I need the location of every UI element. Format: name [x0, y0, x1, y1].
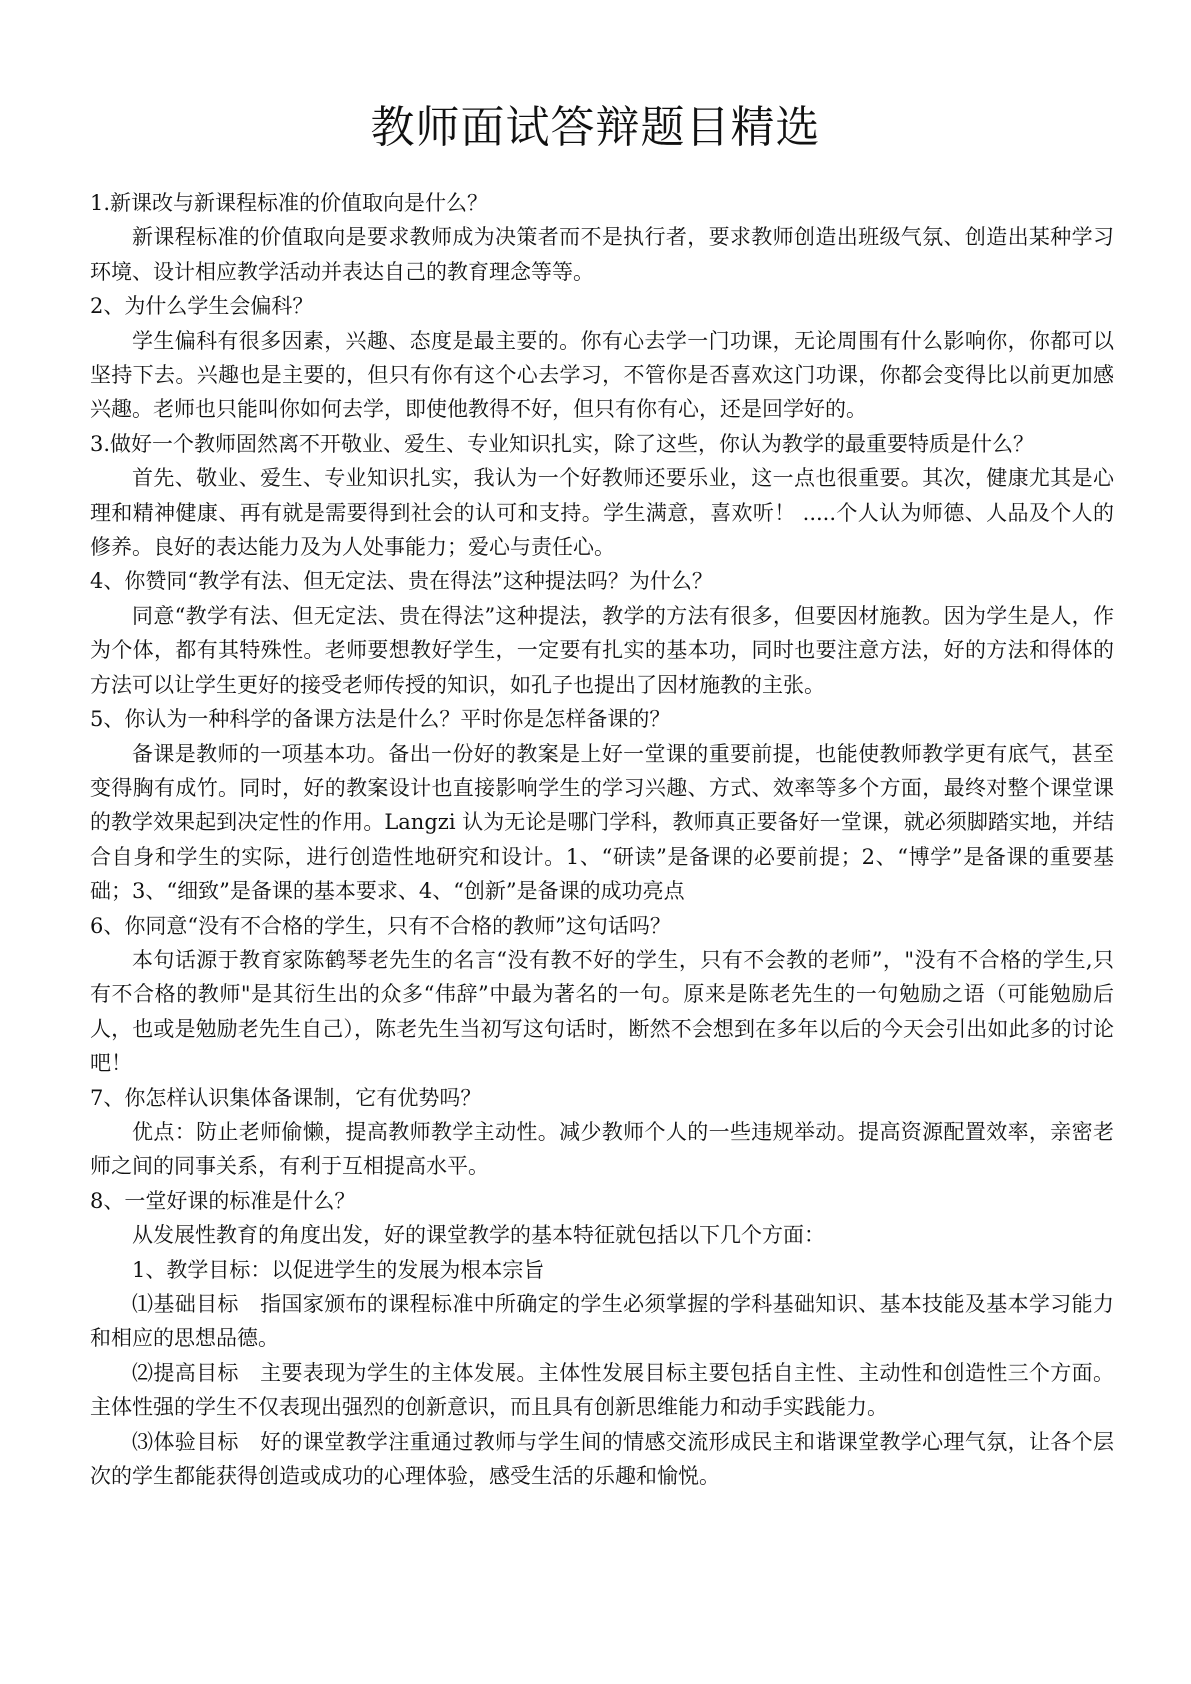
answer-5: 备课是教师的一项基本功。备出一份好的教案是上好一堂课的重要前提，也能使教师教学更有底气，甚至变得胸有成竹。同时，好的教案设计也直接影响学生的学习兴趣、方式、效率等多个方面，最终对整个课堂课的教学效果起到决定性的作用。Langzi 认为无论是哪门学科，教师真正要备好一堂课，就必须脚踏实地，并结合自身和学生的实际，进行创造性地研究和设计。1、“研读”是备课的必要前提；2、“博学”是备课的重要基础；3、“细致”是备课的基本要求、4、“创新”是备课的成功亮点	[90, 741, 1114, 904]
question-6: 6、你同意“没有不合格的学生，只有不合格的教师”这句话吗？	[90, 913, 671, 938]
question-1: 1.新课改与新课程标准的价值取向是什么？	[90, 191, 489, 215]
document-title: 教师面试答辩题目精选	[370, 102, 821, 153]
document-body	[90, 186, 1114, 1493]
question-7: 7、你怎样认识集体备课制，它有优势吗？	[90, 1085, 482, 1110]
answer-4: 同意“教学有法、但无定法、贵在得法”这种提法，教学的方法有很多，但要因材施教。因为学生是人，作为个体，都有其特殊性。老师要想教好学生，一定要有扎实的基本功，同时也要注意方法，好的方法和得体的方法可以让学生更好的接受老师传授的知识，如孔子也提出了因材施教的主张。	[90, 603, 1114, 697]
answer-8-heading: 1、教学目标：以促进学生的发展为根本宗旨	[132, 1257, 545, 1282]
answer-8-item-3: ⑶体验目标 好的课堂教学注重通过教师与学生间的情感交流形成民主和谐课堂教学心理气氛，让各个层次的学生都能获得创造或成功的心理体验，感受生活的乐趣和愉悦。	[90, 1429, 1114, 1489]
answer-6: 本句话源于教育家陈鹤琴老先生的名言“没有教不好的学生，只有不会教的老师”，"没有不合格的学生,只有不合格的教师"是其衍生出的众多“伟辞”中最为著名的一句。原来是陈老先生的一句勉励之语（可能勉励后人，也或是勉励老先生自己），陈老先生当初写这句话时，断然不会想到在多年以后的今天会引出如此多的讨论吧！	[90, 947, 1114, 1076]
answer-8-intro: 从发展性教育的角度出发，好的课堂教学的基本特征就包括以下几个方面：	[132, 1223, 825, 1248]
answer-1: 新课程标准的价值取向是要求教师成为决策者而不是执行者，要求教师创造出班级气氛、创造出某种学习环境、设计相应教学活动并表达自己的教育理念等等。	[90, 225, 1114, 284]
question-2: 2、为什么学生会偏科？	[90, 294, 314, 319]
answer-7: 优点：防止老师偷懒，提高教师教学主动性。减少教师个人的一些违规举动。提高资源配置效率，亲密老师之间的同事关系，有利于互相提高水平。	[90, 1119, 1114, 1179]
question-8: 8、一堂好课的标准是什么？	[90, 1188, 356, 1213]
answer-3: 首先、敬业、爱生、专业知识扎实，我认为一个好教师还要乐业，这一点也很重要。其次，健康尤其是心理和精神健康、再有就是需要得到社会的认可和支持。学生满意，喜欢听！ .....个人认为师德、人品及个人的修养。良好的表达能力及为人处事能力；爱心与责任心。	[90, 466, 1114, 560]
answer-2: 学生偏科有很多因素，兴趣、态度是最主要的。你有心去学一门功课，无论周围有什么影响你，你都可以坚持下去。兴趣也是主要的，但只有你有这个心去学习，不管你是否喜欢这门功课，你都会变得比以前更加感兴趣。老师也只能叫你如何去学，即使他教得不好，但只有你有心，还是回学好的。	[90, 328, 1114, 422]
question-3: 3.做好一个教师固然离不开敬业、爱生、专业知识扎实，除了这些，你认为教学的最重要特质是什么？	[90, 431, 1035, 456]
question-5: 5、你认为一种科学的备课方法是什么？平时你是怎样备课的？	[90, 707, 671, 732]
answer-8-item-1: ⑴基础目标 指国家颁布的课程标准中所确定的学生必须掌握的学科基础知识、基本技能及基本学习能力和相应的思想品德。	[90, 1292, 1114, 1351]
answer-8-item-2: ⑵提高目标 主要表现为学生的主体发展。主体性发展目标主要包括自主性、主动性和创造性三个方面。主体性强的学生不仅表现出强烈的创新意识，而且具有创新思维能力和动手实践能力。	[90, 1360, 1114, 1420]
question-4: 4、你赞同“教学有法、但无定法、贵在得法”这种提法吗？为什么？	[90, 569, 713, 594]
